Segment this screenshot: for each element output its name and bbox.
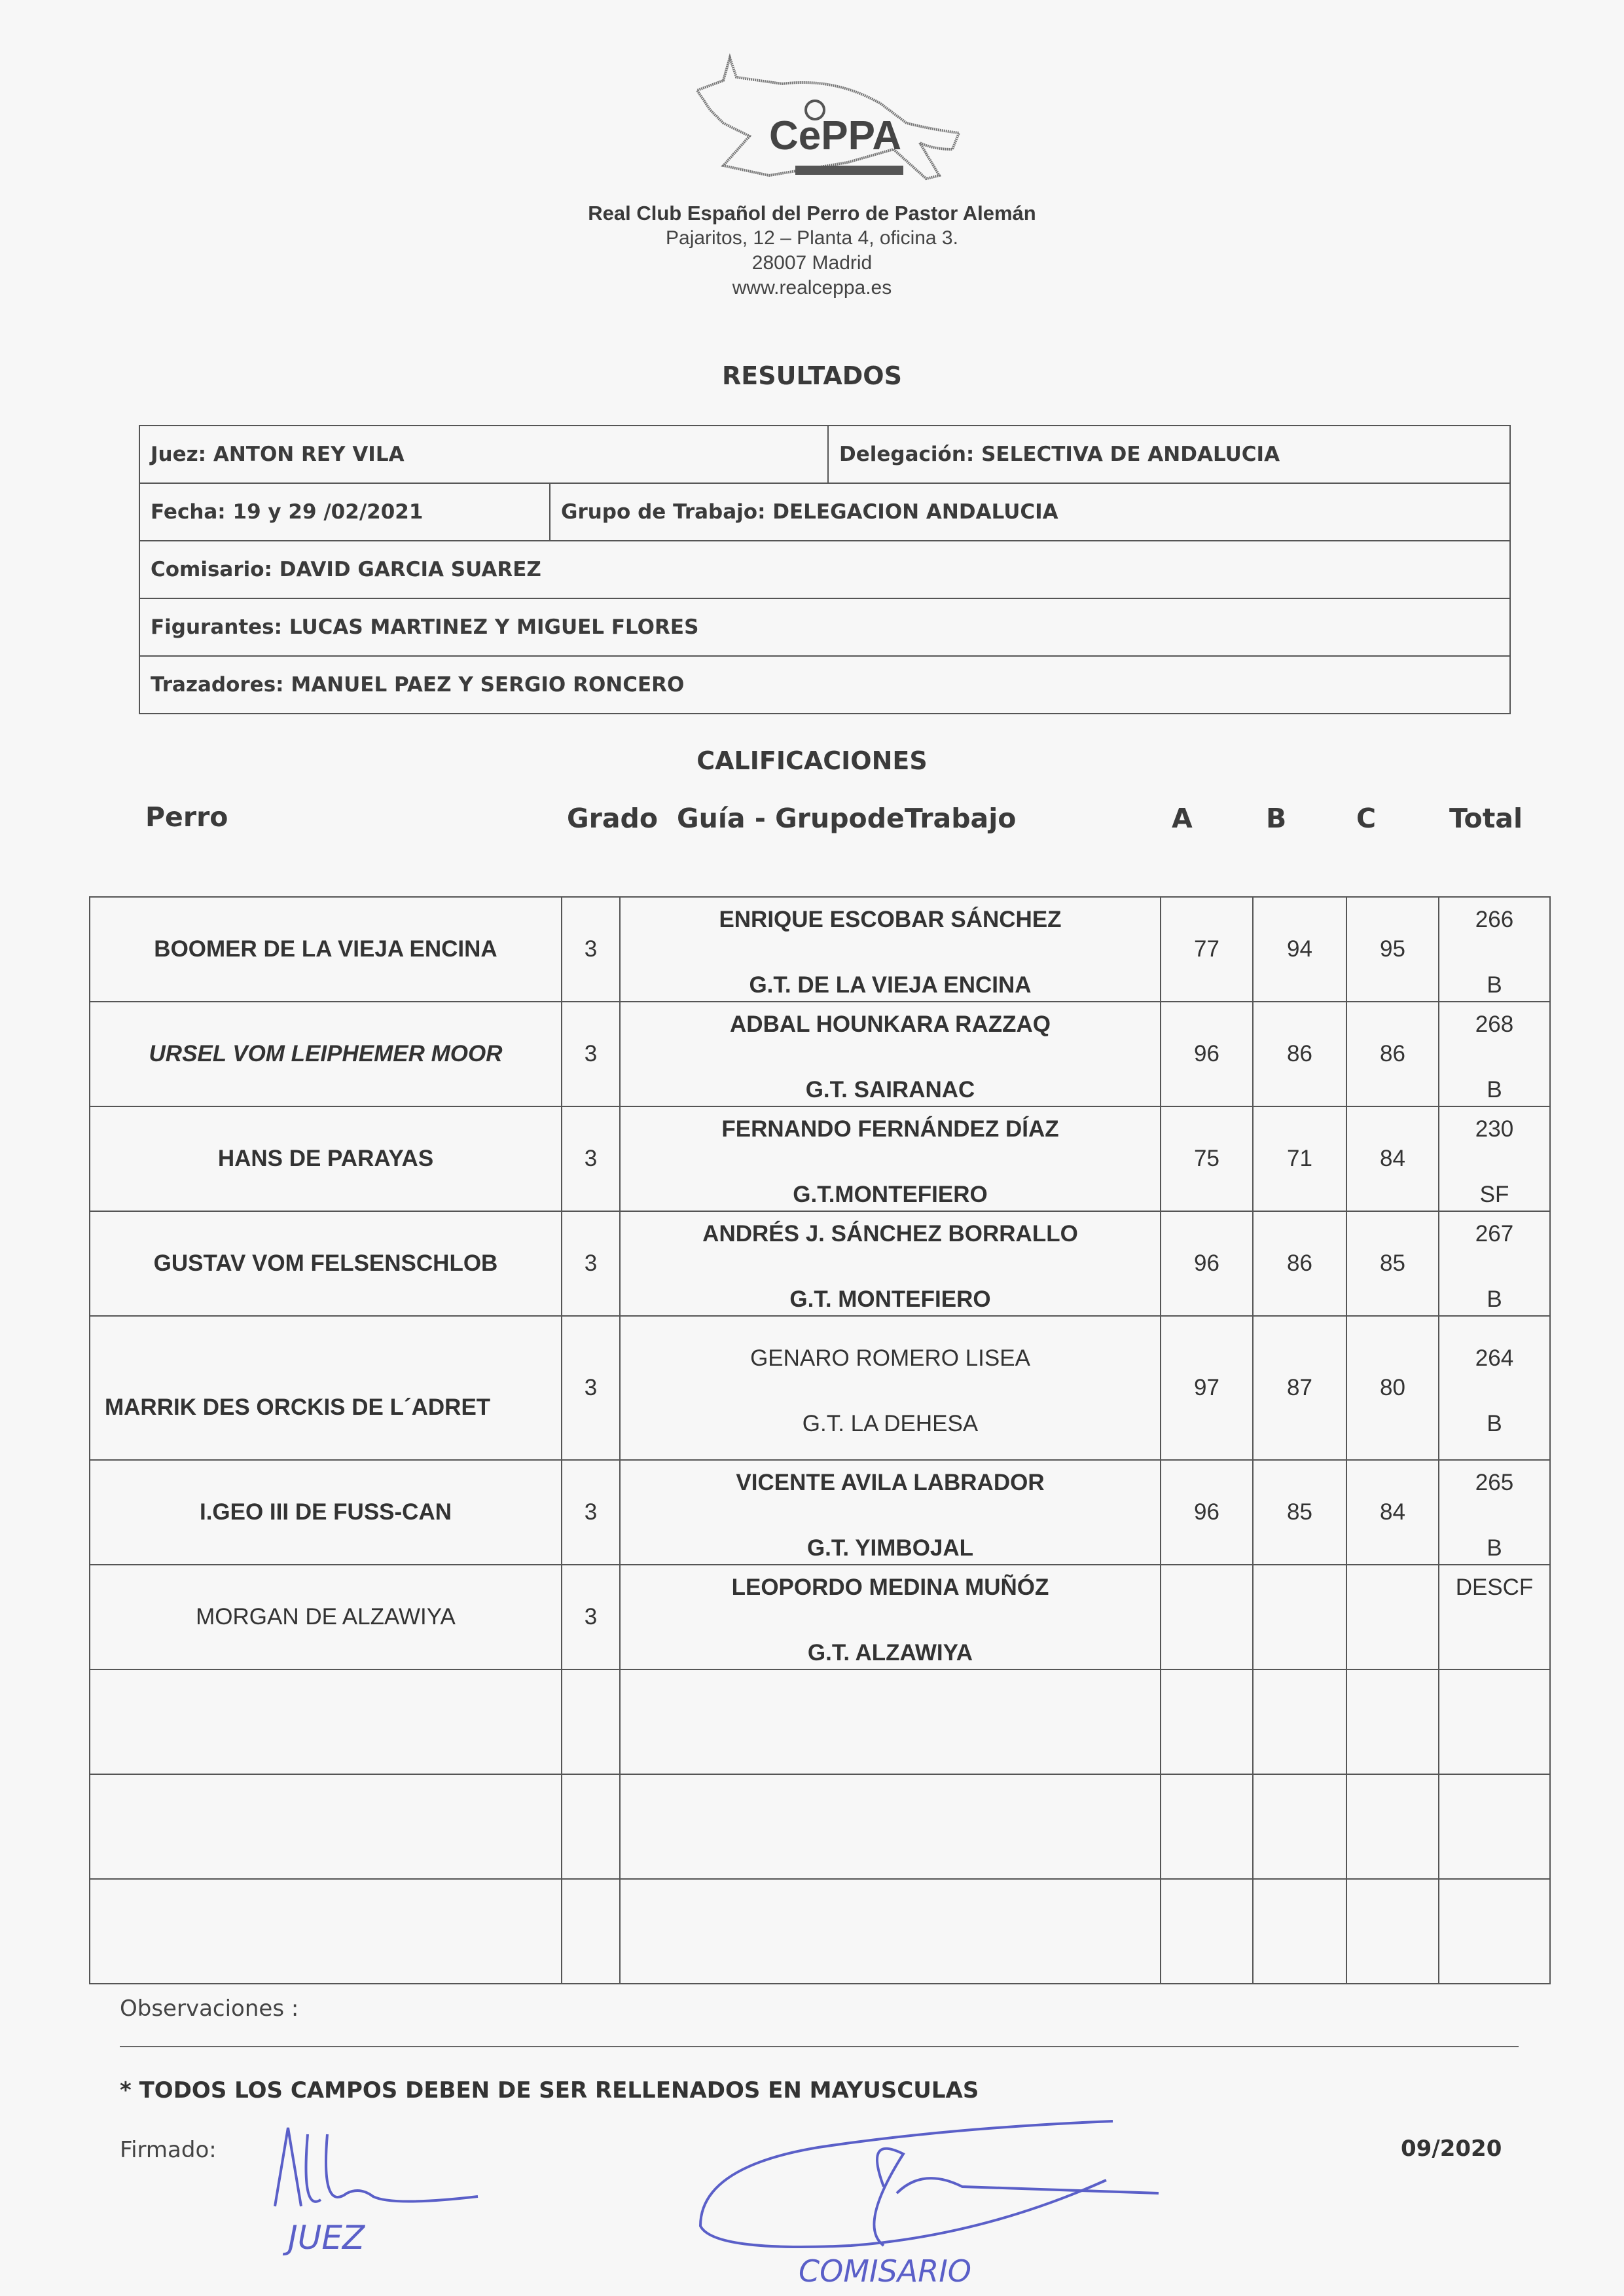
score-a-cell [1161,1774,1253,1879]
calificacion: B [1487,972,1502,998]
score-c-cell [1346,1879,1439,1984]
grado-cell: 3 [562,1106,620,1211]
comisario-field: Comisario: DAVID GARCIA SUAREZ [151,558,541,581]
perro-cell: MARRIK DES ORCKIS DE L´ADRET [90,1316,562,1460]
svg-text:JUEZ: JUEZ [288,2219,365,2257]
total-cell [1439,1460,1550,1565]
guia-cell [620,1002,1161,1106]
calificaciones-table [89,896,1551,1984]
calificaciones-title: CALIFICACIONES [696,746,928,775]
table-row [90,1211,1550,1316]
score-a-cell [1161,1669,1253,1774]
guia-cell [620,1106,1161,1211]
score-b-cell: 86 [1253,1211,1346,1316]
trazadores-field: Trazadores: MANUEL PAEZ Y SERGIO RONCERO [151,673,685,697]
col-grado: Grado [567,803,659,834]
delegacion-field: Delegación: SELECTIVA DE ANDALUCIA [839,443,1280,466]
club-website: www.realceppa.es [732,277,892,299]
total-cell [1439,1316,1550,1460]
perro-cell: HANS DE PARAYAS [90,1106,562,1211]
score-c-cell: 85 [1346,1211,1439,1316]
grado-cell [562,1879,620,1984]
table-row [90,1460,1550,1565]
uppercase-note: * TODOS LOS CAMPOS DEBEN DE SER RELLENADOS EN MAYUSCULAS [120,2077,979,2104]
total-value: DESCF [1455,1575,1534,1600]
guia-name: LEOPORDO MEDINA MUÑÓZ [731,1575,1049,1600]
total-value: 267 [1475,1221,1514,1247]
svg-text:COMISARIO: COMISARIO [799,2253,971,2285]
score-c-cell: 84 [1346,1106,1439,1211]
perro-cell [90,1669,562,1774]
club-city: 28007 Madrid [751,252,873,274]
col-c: C [1356,803,1377,834]
figurantes-field: Figurantes: LUCAS MARTINEZ Y MIGUEL FLORES [151,615,699,639]
page-title: RESULTADOS [722,361,902,390]
guia-cell [620,1879,1161,1984]
score-b-cell: 85 [1253,1460,1346,1565]
calificacion: B [1487,1535,1502,1561]
total-cell [1439,1002,1550,1106]
guia-name: ADBAL HOUNKARA RAZZAQ [730,1011,1051,1037]
table-row [90,1565,1550,1669]
guia-name: ENRIQUE ESCOBAR SÁNCHEZ [719,907,1062,932]
grupo-trabajo: G.T. DE LA VIEJA ENCINA [749,972,1032,998]
score-b-cell [1253,1774,1346,1879]
perro-cell: GUSTAV VOM FELSENSCHLOB [90,1211,562,1316]
score-c-cell: 80 [1346,1316,1439,1460]
guia-cell [620,1565,1161,1669]
grado-cell: 3 [562,897,620,1002]
perro-cell: MORGAN DE ALZAWIYA [90,1565,562,1669]
firmado-label: Firmado: [120,2137,217,2163]
perro-cell [90,1774,562,1879]
score-c-cell: 84 [1346,1460,1439,1565]
score-a-cell: 96 [1161,1460,1253,1565]
svg-text:CePPA: CePPA [769,113,902,158]
table-row [90,897,1550,1002]
perro-cell [90,1879,562,1984]
grupo-trabajo: G.T. SAIRANAC [805,1077,975,1102]
guia-cell [620,1669,1161,1774]
calificacion: B [1487,1077,1502,1102]
total-cell [1439,1669,1550,1774]
table-row [90,1669,1550,1774]
juez-field: Juez: ANTON REY VILA [140,426,829,483]
guia-cell [620,897,1161,1002]
club-logo [684,51,975,192]
club-address: Pajaritos, 12 – Planta 4, oficina 3. [666,227,958,249]
table-row [90,1106,1550,1211]
form-version: 09/2020 [1401,2136,1502,2162]
score-c-cell [1346,1669,1439,1774]
score-a-cell: 96 [1161,1211,1253,1316]
juez-signature [262,2108,497,2261]
col-guia: Guía - GrupodeTrabajo [677,803,1017,834]
perro-cell: I.GEO III DE FUSS-CAN [90,1460,562,1565]
total-value: 264 [1475,1345,1514,1371]
score-c-cell: 95 [1346,897,1439,1002]
total-cell [1439,1879,1550,1984]
col-total: Total [1449,803,1523,834]
grado-cell: 3 [562,1211,620,1316]
grado-cell: 3 [562,1460,620,1565]
grupo-trabajo: G.T.MONTEFIERO [793,1182,988,1207]
total-cell [1439,1565,1550,1669]
table-row [90,1774,1550,1879]
info-table [139,425,1511,714]
guia-cell [620,1316,1161,1460]
score-b-cell: 87 [1253,1316,1346,1460]
score-a-cell [1161,1565,1253,1669]
total-cell [1439,1106,1550,1211]
perro-cell: BOOMER DE LA VIEJA ENCINA [90,897,562,1002]
score-c-cell: 86 [1346,1002,1439,1106]
col-perro: Perro [145,801,228,833]
calificacion: SF [1479,1182,1509,1207]
score-a-cell: 77 [1161,897,1253,1002]
grado-cell: 3 [562,1002,620,1106]
total-cell [1439,1774,1550,1879]
guia-cell [620,1211,1161,1316]
guia-name: GENARO ROMERO LISEA [750,1345,1030,1371]
fecha-field: Fecha: 19 y 29 /02/2021 [140,484,550,540]
score-b-cell [1253,1879,1346,1984]
total-value: 230 [1475,1116,1514,1142]
guia-cell [620,1460,1161,1565]
grado-cell [562,1774,620,1879]
score-c-cell [1346,1774,1439,1879]
col-b: B [1266,803,1287,834]
guia-name: ANDRÉS J. SÁNCHEZ BORRALLO [702,1221,1078,1247]
comisario-signature [687,2095,1185,2287]
perro-cell: URSEL VOM LEIPHEMER MOOR [90,1002,562,1106]
score-c-cell [1346,1565,1439,1669]
grupo-trabajo: G.T. LA DEHESA [802,1411,979,1436]
club-name: Real Club Español del Perro de Pastor Alemán [588,202,1036,225]
guia-name: FERNANDO FERNÁNDEZ DÍAZ [721,1116,1059,1142]
table-row [90,1879,1550,1984]
grupo-trabajo: G.T. YIMBOJAL [806,1535,974,1561]
score-a-cell [1161,1879,1253,1984]
total-value: 268 [1475,1011,1514,1037]
score-a-cell: 75 [1161,1106,1253,1211]
grado-cell: 3 [562,1565,620,1669]
total-cell [1439,897,1550,1002]
total-cell [1439,1211,1550,1316]
total-value: 266 [1475,907,1514,932]
calificacion: B [1487,1411,1502,1436]
total-value: 265 [1475,1470,1514,1495]
score-b-cell: 71 [1253,1106,1346,1211]
grado-cell: 3 [562,1316,620,1460]
observaciones-line [120,2046,1519,2047]
score-b-cell [1253,1669,1346,1774]
score-b-cell [1253,1565,1346,1669]
calificacion: B [1487,1286,1502,1312]
table-row [90,1316,1550,1460]
score-b-cell: 94 [1253,897,1346,1002]
guia-name: VICENTE AVILA LABRADOR [736,1470,1045,1495]
observaciones-label: Observaciones : [120,1995,299,2022]
col-a: A [1172,803,1193,834]
score-a-cell: 96 [1161,1002,1253,1106]
grupo-trabajo: G.T. ALZAWIYA [807,1640,973,1666]
grupo-trabajo: G.T. MONTEFIERO [789,1286,991,1312]
score-b-cell: 86 [1253,1002,1346,1106]
table-row [90,1002,1550,1106]
grupo-field: Grupo de Trabajo: DELEGACION ANDALUCIA [561,500,1058,524]
grado-cell [562,1669,620,1774]
guia-cell [620,1774,1161,1879]
score-a-cell: 97 [1161,1316,1253,1460]
